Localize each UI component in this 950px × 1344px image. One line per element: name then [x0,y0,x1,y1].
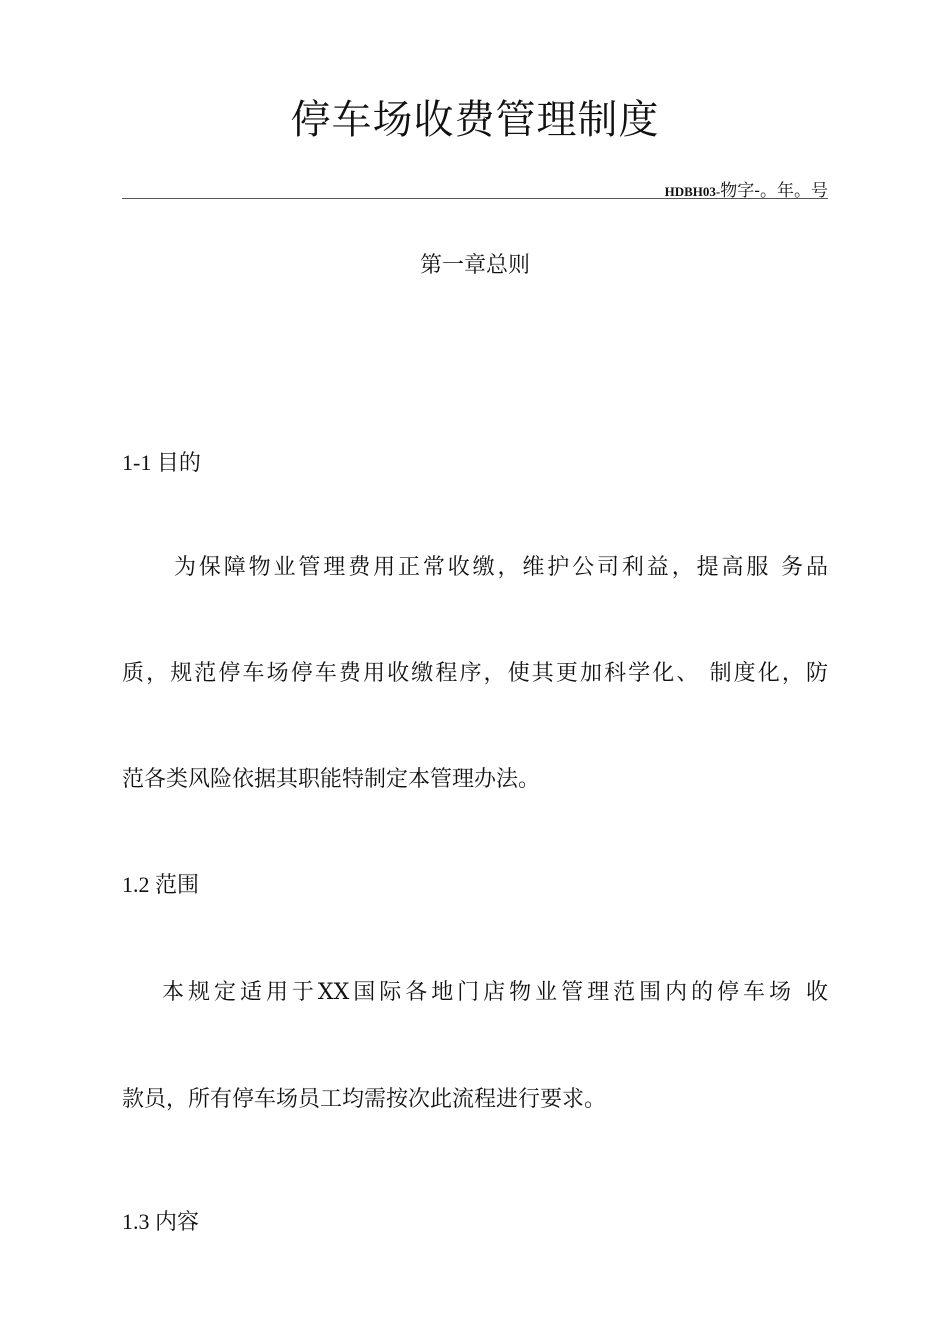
paragraph-line: 范各类风险依据其职能特制定本管理办法。 [122,767,541,792]
header-divider [122,198,828,199]
section-heading-content: 1.3 内容 [122,1209,200,1234]
section-heading-purpose: 1-1 目的 [122,450,201,475]
paragraph-line: 款员，所有停车场员工均需按次此流程进行要求。 [122,1087,607,1112]
paragraph-line: 为保障物业管理费用正常收缴，维护公司利益，提高服 务品 [174,555,828,580]
document-code: HDBH03- [664,184,721,199]
paragraph-line: 质，规范停车场停车费用收缴程序，使其更加科学化、 制度化，防 [122,661,828,686]
paragraph-line: 本规定适用于XX国际各地门店物业管理范围内的停车场 收 [162,980,828,1005]
document-number-suffix: 物字-。年。号 [720,181,828,201]
document-title: 停车场收费管理制度 [290,97,660,143]
section-heading-scope: 1.2 范围 [122,872,200,897]
chapter-title: 第一章总则 [419,253,530,278]
